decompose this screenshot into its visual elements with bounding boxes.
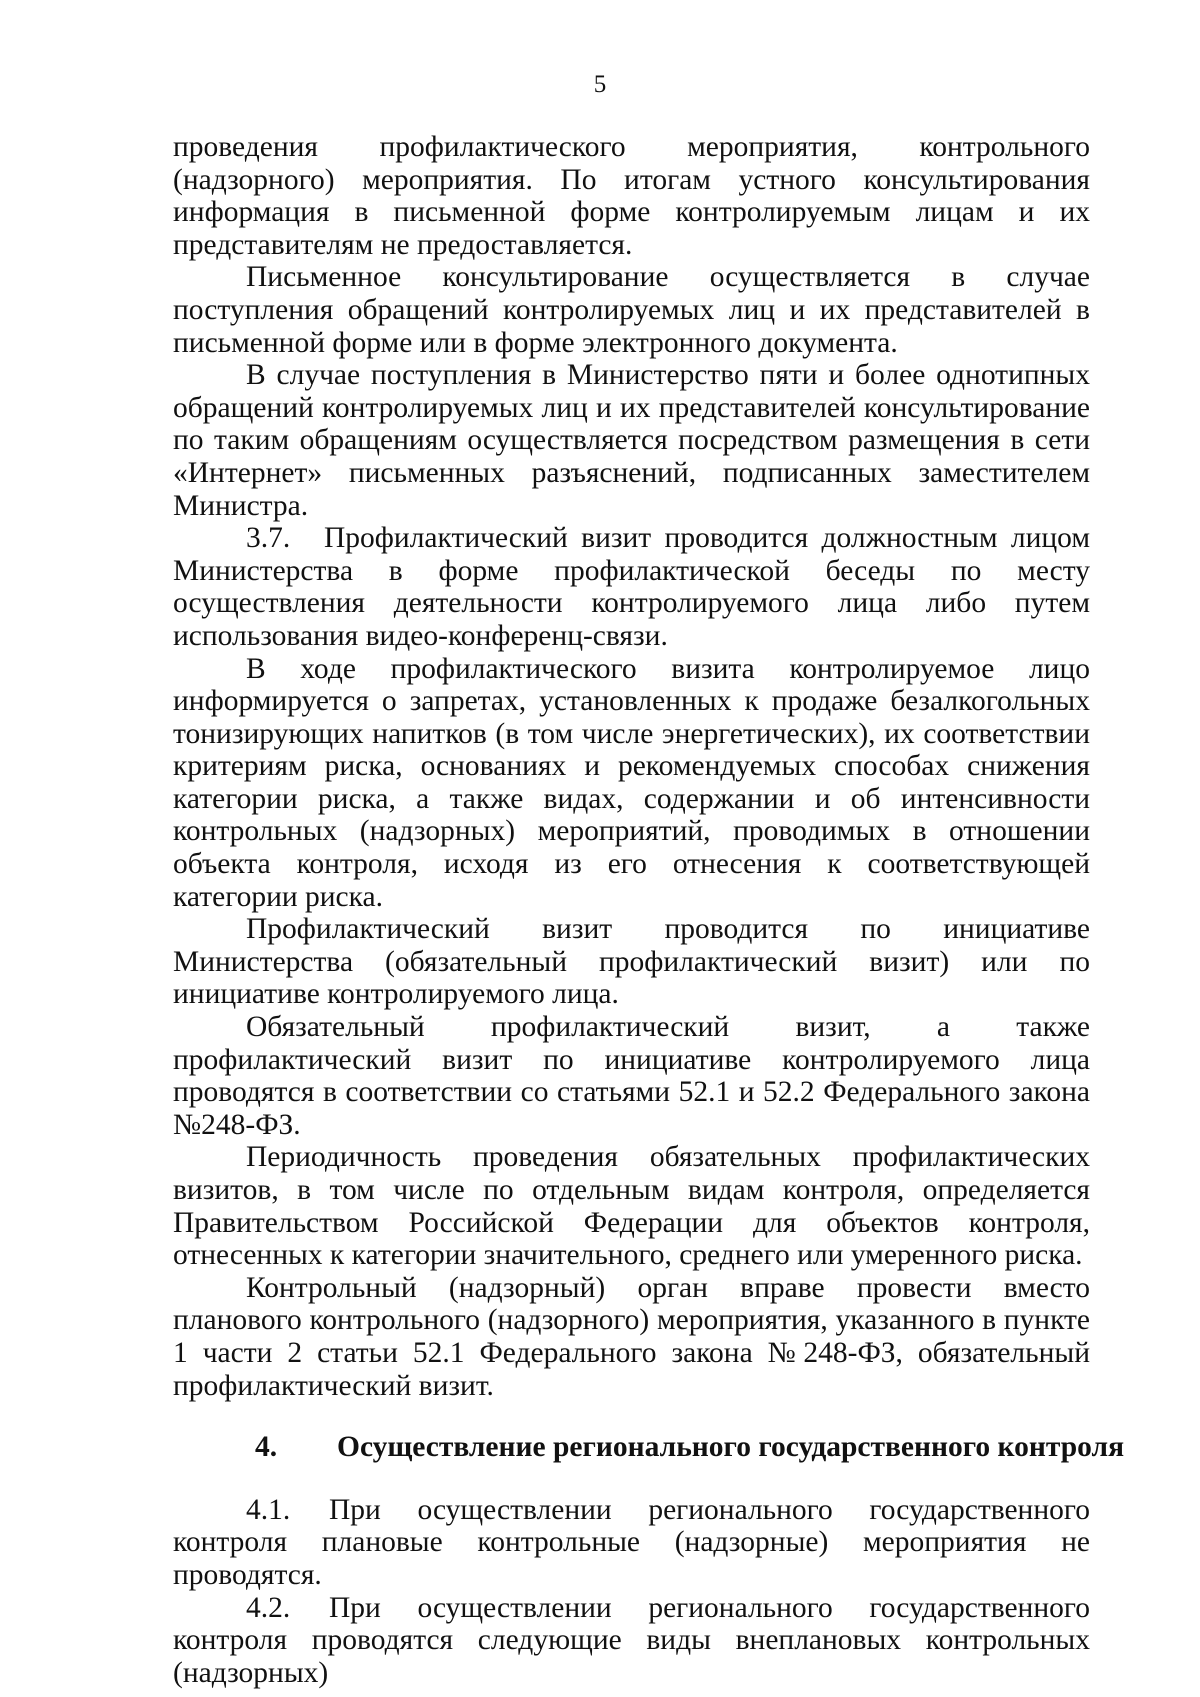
item-text: При осуществлении регионального государственного контроля плановые контрольные (надзорные) мероприятия не проводятся. <box>173 1493 1090 1591</box>
paragraph-visit-initiative: Профилактический визит проводится по инициативе Министерства (обязательный профилактический визит) или по инициативе контролируемого лица. <box>173 913 1090 1011</box>
paragraph-written-consultation: Письменное консультирование осуществляется в случае поступления обращений контролируемых лиц и их представителей в письменной форме или в форме электронного документа. <box>173 261 1090 359</box>
item-number: 4.1. <box>246 1493 291 1526</box>
item-text: Профилактический визит проводится должностным лицом Министерства в форме профилактической беседы по месту осуществления деятельности контролируемого лица либо путем использования видео-конференц-связи. <box>173 522 1090 652</box>
section-number: 4. <box>255 1431 278 1464</box>
paragraph-mandatory-visit: Обязательный профилактический визит, а также профилактический визит по инициативе контролируемого лица проводятся в соответствии со статьями 52.1 и 52.2 Федерального закона №248-ФЗ. <box>173 1011 1090 1141</box>
paragraph-item-4-2 <box>173 1592 1090 1690</box>
item-text: При осуществлении регионального государственного контроля проводятся следующие виды внеплановых контрольных (надзорных) <box>173 1591 1090 1689</box>
paragraph-visit-periodicity: Периодичность проведения обязательных профилактических визитов, в том числе по отдельным видам контроля, определяется Правительством Российской Федерации для объектов контроля, отнесенных к категории значительного, среднего или умеренного риска. <box>173 1141 1090 1272</box>
paragraph-visit-information: В ходе профилактического визита контролируемое лицо информируется о запретах, установленных к продаже безалкогольных тонизирующих напитков (в том числе энергетических), их соответствии критериям риска, основаниях и рекомендуемых способах снижения категории риска, а также видах, содержании и об интенсивности контрольных (надзорных) мероприятий, проводимых в отношении объекта контроля, исходя из его отнесения к соответствующей категории риска. <box>173 652 1090 913</box>
item-number: 3.7. <box>246 522 291 555</box>
paragraph-control-body-right: Контрольный (надзорный) орган вправе провести вместо планового контрольного (надзорного) мероприятия, указанного в пункте 1 части 2 статьи 52.1 Федерального закона №248-ФЗ, обязательный профилактический визит. <box>173 1271 1090 1402</box>
item-number: 4.2. <box>246 1591 291 1624</box>
section-title: Осуществление регионального государственного контроля <box>337 1431 1125 1464</box>
paragraph-multiple-requests: В случае поступления в Министерство пяти и более однотипных обращений контролируемых лиц и их представителей консультирование по таким обращениям осуществляется посредством размещения в сети «Интернет» письменных разъяснений, подписанных заместителем Министра. <box>173 359 1090 522</box>
paragraph-item-4-1 <box>173 1494 1090 1592</box>
page-number: 5 <box>593 71 607 98</box>
section-heading <box>173 1431 1125 1464</box>
paragraph-item-3-7 <box>173 522 1090 652</box>
paragraph-continuation: проведения профилактического мероприятия, контрольного (надзорного) мероприятия. По итогам устного консультирования информация в письменной форме контролируемым лицам и их представителям не предоставляется. <box>173 131 1090 261</box>
document-body <box>173 131 1125 1689</box>
